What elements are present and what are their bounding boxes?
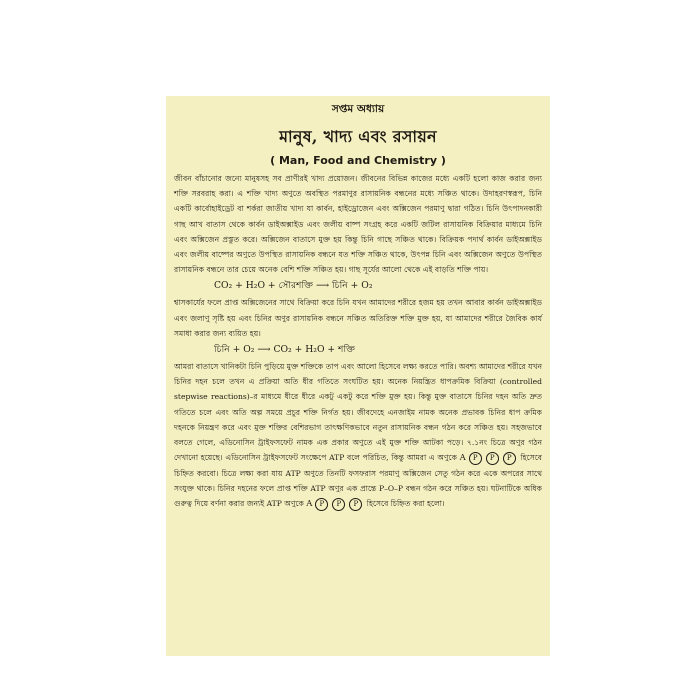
paragraph-3	[174, 359, 542, 512]
paragraph-2: শ্বাসকার্যের ফলে প্রাপ্ত অক্সিজেনের সাথে বিক্রিয়া করে চিনি যখন আমাদের শরীরে হজম হয় তখন আবার কার্বন ডাইঅক্সাইড এবং জলাণু সৃষ্টি হয় এবং চিনির অণুর রাসায়নিক বন্ধনে সঞ্চিত অতিরিক্ত শক্তি মুক্ত হয়, যা আমাদের শরীরে জৈবিক কার্য সমাধা করার জন্য ব্যয়িত হয়।	[174, 298, 542, 338]
atp-a-2: A	[306, 498, 313, 509]
atp-symbol-inline	[460, 453, 521, 462]
eq2-right: CO₂ + H₂O + শক্তি	[273, 344, 356, 356]
book-page	[166, 96, 550, 656]
page-subtitle: ( Man, Food and Chemistry )	[270, 154, 446, 167]
chapter-heading: সপ্তম অধ্যায়	[331, 103, 385, 115]
atp-symbol-inline-2	[306, 499, 367, 508]
atp-p2-circle: P	[486, 452, 499, 465]
eq1-right: চিনি + O₂	[332, 280, 373, 292]
eq1-left: CO₂ + H₂O + সৌরশক্তি	[214, 280, 314, 292]
eq2-left: চিনি + O₂	[214, 344, 255, 356]
body-text	[174, 171, 542, 512]
atp-p3-circle-2: P	[349, 498, 362, 511]
atp-p3-circle: P	[503, 452, 516, 465]
eq2-arrow-icon: ⟶	[257, 344, 271, 356]
atp-p1-circle: P	[469, 452, 482, 465]
atp-p2-circle-2: P	[332, 498, 345, 511]
paragraph-3-text: আমরা বাতাসে খানিকটা চিনি পুড়িয়ে মুক্ত শক্তিকে তাপ এবং আলো হিসেবে লক্ষ্য করতে পারি। অবশ্য আমাদের শরীরে যখন চিনির দহন চলে তখন এ প্রক্রিয়া অতি ধীর গতিতে সংঘটিত হয়। অনেক নিয়ন্ত্রিত ধাপক্রমিক বিক্রিয়া (controlled stepwise reactions)–র মাধ্যমে ধীরে ধীরে একটু একটু করে শক্তি মুক্ত হয়। কিন্তু মুক্ত বাতাসে চিনির দহন অতি দ্রুত গতিতে চলে এবং অতি অল্প সময়ে প্রচুর শক্তি নির্গত হয়। জীবদেহে এনজাইম নামক অনেক প্রভাবক চিনির ধাপ ক্রমিক দহনকে নিয়ন্ত্রণ করে এবং মুক্ত শক্তির বেশিরভাগ তাৎক্ষণিকভাবে নতুন রাসায়নিক বন্ধন গঠন করে সঞ্চিত হয়। সহজভাবে বলতে গেলে, এডিনোসিন ট্রাইফসফেট নামক এক প্রকার অণুতে এই মুক্ত শক্তি আটকা পড়ে। ৭.১নং চিত্রে অণুর গঠন দেখানো হয়েছে। এডিনোসিন ট্রাইফসফেট সংক্ষেপে ATP বলে পরিচিত, কিন্তু আমরা এ অণুকে	[174, 362, 542, 463]
paragraph-1: জীবন বাঁচানোর জন্যে মানুষসহ সব প্রাণীরই খাদ্য প্রয়োজন। জীবনের বিভিন্ন কাজের মধ্যে একটি হলো কাজ করার জন্য শক্তি সরবরাহ করা। এ শক্তি খাদ্য অণুতে অবস্থিত পরমাণুর রাসায়নিক বন্ধনের মধ্যে সঞ্চিত থাকে। উদাহরণস্বরূপ, চিনি একটি কার্বোহাইড্রেট বা শর্করা জাতীয় খাদ্য যা কার্বন, হাইড্রোজেন এবং অক্সিজেন পরমাণু দ্বারা গঠিত। চিনি উৎপাদনকারী গাছ আখ বাতাস থেকে কার্বন ডাইঅক্সাইড এবং জলীয় বাষ্প সংগ্রহ করে একটি জটিল রাসায়নিক বিক্রিয়ার মাধ্যমে চিনি এবং অক্সিজেন প্রস্তুত করে। অক্সিজেন বাতাসে মুক্ত হয় কিন্তু চিনি গাছে সঞ্চিত থাকে। বিক্রিয়ক পদার্থ কার্বন ডাইঅক্সাইড এবং জলীয় বাষ্পের অণুতে উপস্থিত রাসায়নিক বন্ধনে যত শক্তি সঞ্চিত থাকে, উৎপন্ন চিনি এবং অক্সিজেন অণুতে উপস্থিত রাসায়নিক বন্ধনে তার চেয়ে অনেক বেশি শক্তি সঞ্চিত হয়। গাছ সূর্যের আলো থেকে এই বাড়তি শক্তি পায়।	[174, 174, 542, 275]
paragraph-5-text: হিসেবে চিহ্নিত করা হলো।	[366, 499, 445, 509]
equation-respiration	[214, 342, 542, 358]
paragraph-4-text: হিসেবে চিহ্নিত করবো। চিত্রে লক্ষ্য করা যায় ATP অণুতে তিনটি ফসফরাস পরমাণু অক্সিজেন সেতু গঠন করে একে অপরের সাথে সংযুক্ত থাকে। চিনির দহনের ফলে প্রাপ্ত শক্তি ATP অণুর এক প্রান্তে P–O–P বন্ধন গঠন করে সঞ্চিত হয়। ঘটনাটিকে অধিক গুরুত্ব দিয়ে বর্ণনা করার জন্যই ATP অণুকে	[174, 453, 542, 509]
page-title: মানুষ, খাদ্য এবং রসায়ন	[279, 127, 437, 146]
eq1-arrow-icon: ⟶	[315, 280, 330, 292]
atp-a: A	[459, 452, 466, 463]
atp-p1-circle-2: P	[315, 498, 328, 511]
equation-photosynthesis	[214, 278, 542, 294]
